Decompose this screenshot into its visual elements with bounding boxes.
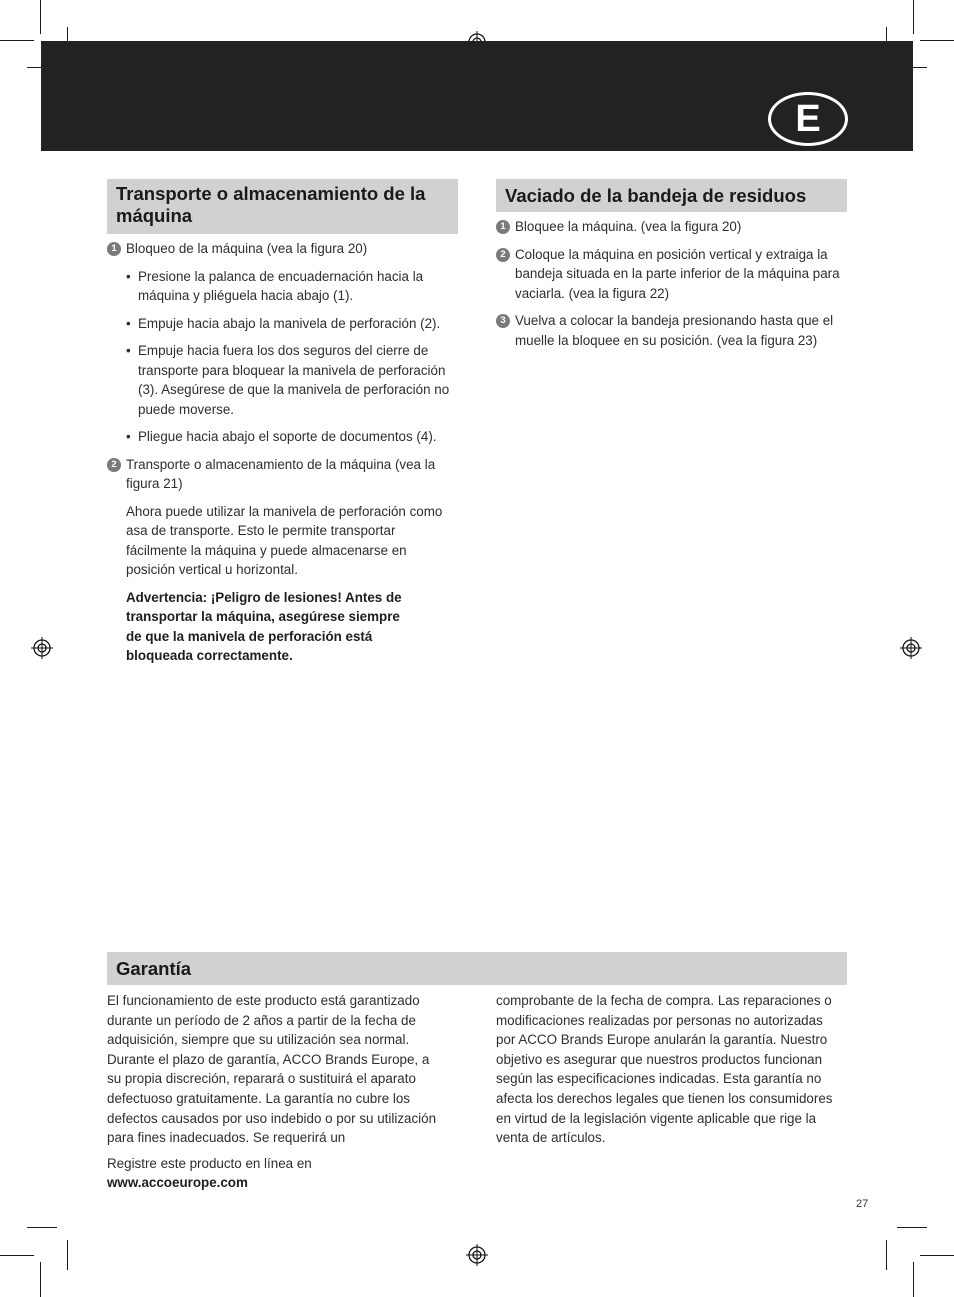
warranty-register-line [107,1154,447,1193]
bullet-text: Presione la palanca de encuadernación hacia la máquina y pliéguela hacia abajo (1). [138,268,424,303]
transport-step-2 [107,455,455,494]
register-prefix: Registre este producto en línea en [107,1155,312,1171]
warranty-text-right: comprobante de la fecha de compra. Las reparaciones o modificaciones realizadas por personas no autorizadas por ACCO Brands Europe anularán la garantía. Nuestro objetivo es asegurar que nuestros productos funcionan según las especificaciones indicadas. Esta garantía no afecta los derechos legales que tienen los consumidores en virtud de la legislación vigente aplicable que rige la venta de artículos. [496,993,833,1146]
bullet-item [107,427,455,447]
step-number-badge: 3 [496,314,510,328]
warranty-text-left: El funcionamiento de este producto está garantizado durante un período de 2 años a partir de la fecha de adquisición, siempre que su utilización sea normal. Durante el plazo de garantía, ACCO Brands Europe, a su propia discreción, reparará o sustituirá el aparato defectuoso gratuitamente. La garantía no cubre los defectos causados por uso indebido o por su utilización para fines inadecuados. Se requerirá un [107,993,437,1146]
waste-step-3 [496,311,840,350]
bullet-text: Empuje hacia fuera los dos seguros del cierre de transporte para bloquear la manivela de perforación (3). Asegúrese de que la manivela de perforación no puede moverse. [138,343,450,417]
step-text: Coloque la máquina en posición vertical y extraiga la bandeja situada en la parte inferior de la máquina para vaciarla. (vea la figura 22) [515,246,840,301]
step-text: Bloqueo de la máquina (vea la figura 20) [126,241,368,256]
transport-section-title: Transporte o almacenamiento de la máquina [107,179,458,234]
crop-mark [40,0,41,34]
bullet-item [107,314,455,334]
warranty-right-column [496,991,838,1154]
bullet-text: Empuje hacia abajo la manivela de perforación (2). [138,315,441,331]
bullet-item [107,341,455,419]
step-number-badge: 1 [107,242,121,256]
transport-section-body [107,239,455,674]
bullet-icon: • [126,268,131,284]
language-badge: E [768,92,848,146]
waste-section-title: Vaciado de la bandeja de residuos [496,179,847,212]
step-number-badge: 2 [496,248,510,262]
step-number-badge: 1 [496,220,510,234]
crop-mark [886,1240,887,1270]
crop-mark [920,40,954,41]
warranty-left-column [107,991,447,1199]
waste-step-1 [496,217,840,237]
crop-mark [913,0,914,34]
registration-mark-icon [31,637,53,659]
crop-mark [40,1262,41,1297]
waste-step-2 [496,245,840,304]
transport-description: Ahora puede utilizar la manivela de perforación como asa de transporte. Esto le permite transportar fácilmente la máquina y puede almacenarse en posición vertical u horizontal. [126,503,443,577]
crop-mark [897,1227,927,1228]
crop-mark [913,1262,914,1297]
waste-section-body [496,217,840,358]
crop-mark [27,1227,57,1228]
step-text: Vuelva a colocar la bandeja presionando hasta que el muelle la bloquee en su posición. (vea la figura 23) [515,313,834,348]
crop-mark [0,40,34,41]
bullet-item [107,267,455,306]
crop-mark [67,1240,68,1270]
bullet-icon: • [126,343,131,358]
crop-mark [0,1255,34,1256]
page-number: 27 [856,1198,869,1210]
transport-step-1 [107,239,455,259]
bullet-text: Pliegue hacia abajo el soporte de documentos (4). [138,429,437,444]
step-text: Transporte o almacenamiento de la máquina (vea la figura 21) [126,456,436,491]
registration-mark-icon [900,637,922,659]
bullet-icon: • [126,315,131,331]
registration-mark-icon [466,1244,488,1266]
bullet-icon: • [126,429,131,444]
warranty-section-title: Garantía [107,952,847,985]
crop-mark [920,1255,954,1256]
step-number-badge: 2 [107,458,121,472]
step-text: Bloquee la máquina. (vea la figura 20) [515,219,742,234]
register-url-link[interactable]: www.accoeurope.com [107,1175,248,1191]
transport-warning: Advertencia: ¡Peligro de lesiones! Antes de transportar la máquina, asegúrese siempre de que la manivela de perforación está bloqueada correctamente. [126,589,402,663]
